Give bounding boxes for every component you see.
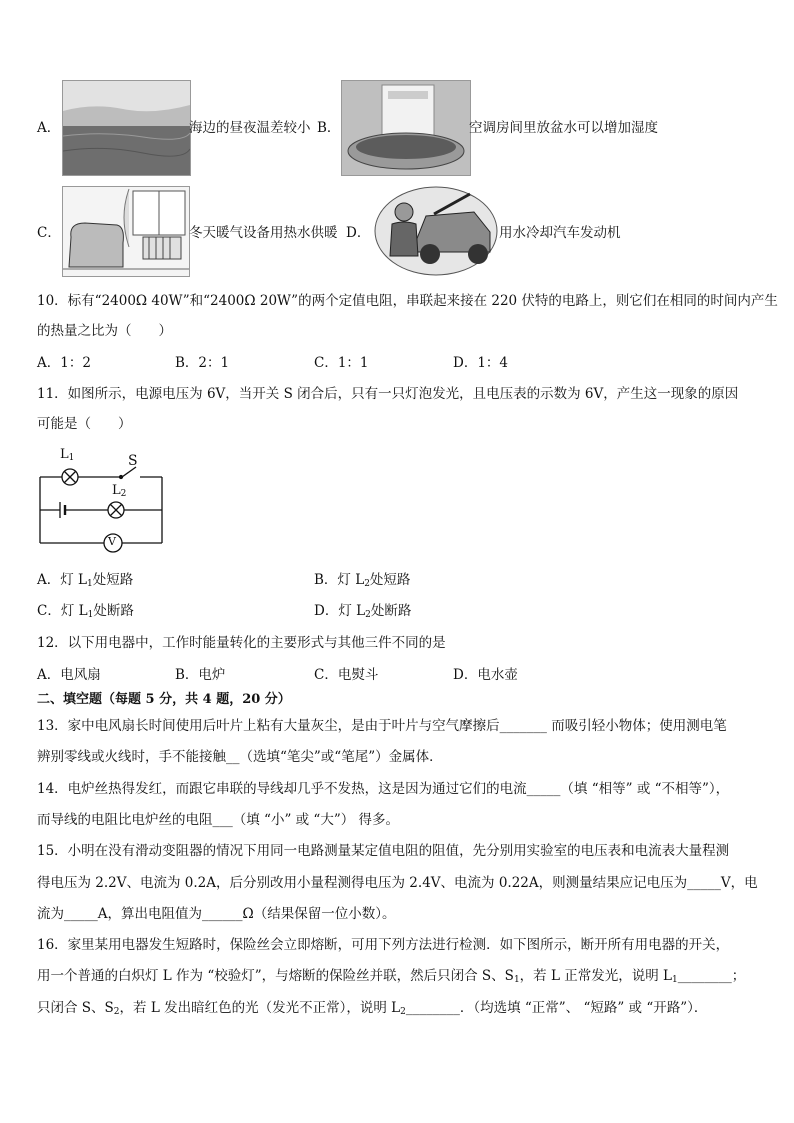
q13-line-2: 辨别零线或火线时，手不能接触__（选填“笔尖”或“笔尾”）金属体． — [37, 749, 443, 765]
section-2-title: 二、填空题（每题 5 分，共 4 题，20 分） — [37, 692, 291, 707]
q9-option-d-text: 用水冷却汽车发动机 — [499, 225, 621, 241]
q12-option-c: C．电熨斗 — [314, 667, 379, 683]
q11-line-2: 可能是（ ） — [37, 416, 132, 432]
q12-line-1: 12．以下用电器中，工作时能量转化的主要形式与其他三件不同的是 — [37, 635, 446, 651]
q16-line-2: 用一个普通的白炽灯 L 作为 “校验灯”，与熔断的保险丝并联，然后只闭合 S、$S_1$，若 L 正常发光，说明 $L_1\_\_\_\_\_\_\_\_$； — [37, 968, 746, 985]
label-l2: $L_2$ — [112, 483, 127, 499]
q11-option-d: D．灯 $L_2$处断路 — [314, 603, 412, 620]
q11-option-b: B．灯 $L_2$处短路 — [314, 572, 411, 589]
q11-option-c: C．灯 $L_1$处断路 — [37, 603, 134, 620]
q14-line-2: 而导线的电阻比电炉丝的电阻___（填 “小” 或 “大”） 得多。 — [37, 812, 400, 828]
q10-option-d: D．1：4 — [453, 355, 509, 371]
q10-line-2: 的热量之比为（ ） — [37, 323, 172, 339]
q9-option-c-letter: C． — [37, 225, 61, 241]
q16-line-1: 16．家里某用电器发生短路时，保险丝会立即熔断，可用下列方法进行检测．如下图所示，断开所有用电器的开关， — [37, 937, 730, 953]
seaside-photo-icon — [62, 80, 191, 176]
label-l1: $L_1$ — [60, 447, 75, 463]
q9-option-a-letter: A． — [37, 120, 61, 136]
q13-line-1: 13．家中电风扇长时间使用后叶片上粘有大量灰尘，是由于叶片与空气摩擦后_______ 而吸引轻小物体；使用测电笔 — [37, 718, 727, 734]
q12-option-a: A．电风扇 — [37, 667, 101, 683]
q10-line-1: 10．标有“2400Ω 40W”和“2400Ω 20W”的两个定值电阻，串联起来接在 220 伏特的电路上，则它们在相同的时间内产生 — [37, 293, 778, 309]
armchair-radiator-icon — [62, 186, 190, 277]
q11-line-1: 11．如图所示，电源电压为 6V，当开关 S 闭合后，只有一只灯泡发光，且电压表的示数为 6V，产生这一现象的原因 — [37, 386, 739, 402]
q16-line-3: 只闭合 S、$S_2$，若 L 发出暗红色的光（发光不正常），说明 $L_2\_\_\_\_\_\_\_\_$．（均选填 “正常”、 “短路” 或 “开路”）． — [37, 1000, 708, 1017]
q11-option-a: A．灯 $L_1$处短路 — [37, 572, 134, 589]
q12-option-d: D．电水壶 — [453, 667, 518, 683]
q15-line-1: 15．小明在没有滑动变阻器的情况下用同一电路测量某定值电阻的阻值，先分别用实验室的电压表和电流表大量程测 — [37, 843, 730, 859]
q15-line-2: 得电压为 2.2V、电流为 0.2A，后分别改用小量程测得电压为 2.4V、电流为 0.22A，则测量结果应记电压为_____V，电 — [37, 875, 758, 891]
basin-photo-icon — [341, 80, 471, 176]
q9-option-b-text: 空调房间里放盆水可以增加湿度 — [469, 120, 658, 136]
label-s: S — [128, 453, 138, 469]
circuit-diagram — [36, 447, 172, 557]
mechanic-car-icon — [374, 186, 498, 276]
q10-option-a: A．1：2 — [37, 355, 91, 371]
q12-option-b: B．电炉 — [175, 667, 226, 683]
label-v: V — [108, 535, 116, 548]
q9-option-a-text: 海边的昼夜温差较小 — [189, 120, 311, 136]
circuit-diagram-svg — [36, 447, 172, 557]
q10-option-b: B．2：1 — [175, 355, 230, 371]
q15-line-3: 流为_____A，算出电阻值为______Ω（结果保留一位小数）。 — [37, 906, 396, 922]
q9-option-b-letter: B． — [317, 120, 341, 136]
q9-option-c-text: 冬天暖气设备用热水供暖 — [189, 225, 338, 241]
q9-option-d-letter: D． — [346, 225, 371, 241]
q14-line-1: 14．电炉丝热得发红，而跟它串联的导线却几乎不发热，这是因为通过它们的电流_____（填 “相等” 或 “不相等”）， — [37, 781, 730, 797]
q10-option-c: C．1：1 — [314, 355, 369, 371]
